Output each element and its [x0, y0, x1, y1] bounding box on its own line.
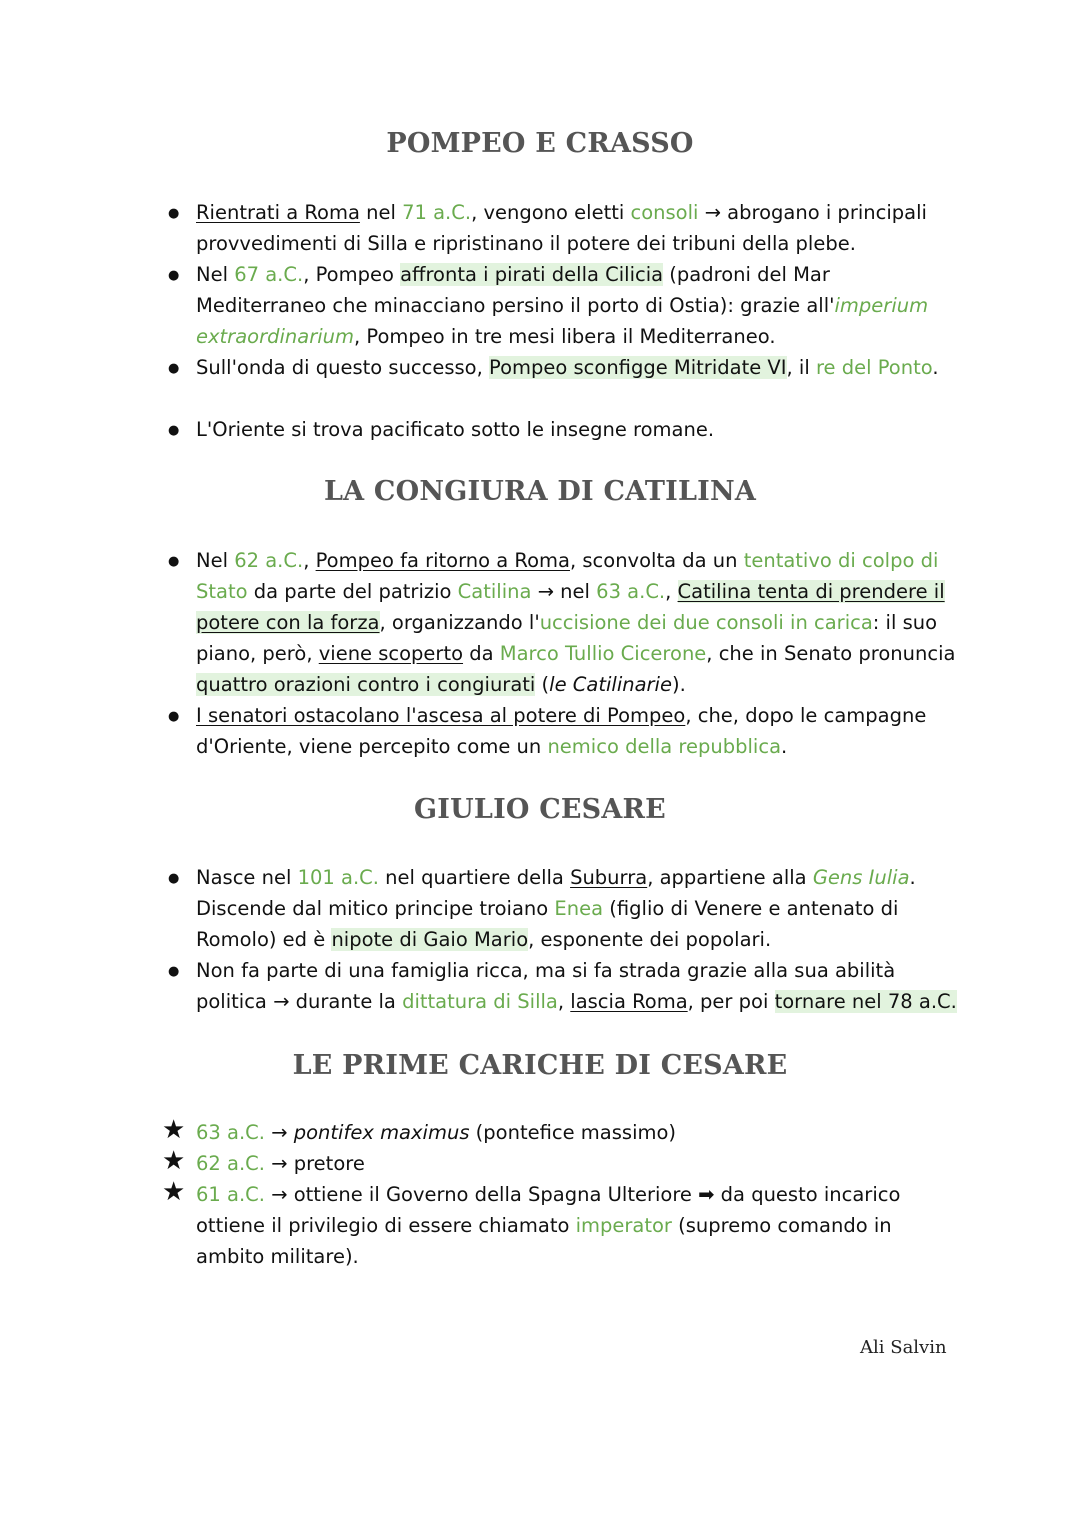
text: , appartiene alla	[647, 866, 813, 889]
text: , Pompeo in tre mesi libera il Mediterraneo.	[354, 325, 776, 348]
text: (	[535, 673, 550, 696]
italic-text: pontifex maximus	[293, 1121, 470, 1144]
heading-congiura-catilina: LA CONGIURA DI CATILINA	[323, 476, 756, 507]
author-signature: Ali Salvin	[860, 1337, 947, 1358]
green-term: Catilina	[457, 580, 532, 603]
text: , che, dopo le campagne d'Oriente, viene percepito come un	[196, 704, 927, 758]
green-term: Enea	[554, 897, 604, 920]
green-date: 63 a.C.	[596, 580, 666, 603]
highlighted-text: tornare nel 78 a.C.	[774, 990, 957, 1013]
underlined-text: viene scoperto	[318, 642, 464, 665]
text: → nel	[531, 580, 597, 603]
text: nel quartiere della	[378, 866, 571, 889]
text: , organizzando l'	[379, 611, 540, 634]
text: , vengono eletti	[471, 201, 631, 224]
green-date: 63 a.C.	[196, 1121, 265, 1144]
list-item	[160, 1148, 960, 1179]
green-term: dittatura di Silla	[402, 990, 558, 1013]
bullet-list-cesare	[160, 862, 960, 1017]
underlined-text: I senatori ostacolano l'ascesa al potere di Pompeo	[196, 704, 686, 727]
highlighted-text: Pompeo sconfigge Mitridate VI	[489, 356, 787, 379]
text: , esponente dei popolari.	[528, 928, 772, 951]
text: da questo incarico ottiene il privilegio di essere chiamato	[196, 1183, 901, 1237]
italic-text: le Catilinarie	[549, 673, 672, 696]
list-item	[160, 352, 960, 383]
green-date: 62 a.C.	[196, 1152, 265, 1175]
bullet-list-pompeo-crasso	[160, 197, 960, 445]
green-date: 67 a.C.	[234, 263, 304, 286]
green-date: 71 a.C.	[402, 201, 472, 224]
green-term: tentativo di colpo di Stato	[196, 549, 939, 603]
arrow-right-icon: ➡	[698, 1183, 715, 1206]
highlighted-underlined-text: Catilina tenta di prendere il potere con la forza	[196, 580, 945, 634]
list-item	[160, 414, 960, 445]
text: →	[264, 1121, 294, 1144]
text: , Pompeo	[303, 263, 401, 286]
text: L'Oriente si trova pacificato sotto le insegne romane.	[196, 418, 715, 441]
text: da parte del patrizio	[247, 580, 458, 603]
list-item	[160, 955, 960, 1017]
text: da	[463, 642, 500, 665]
highlighted-text: nipote di Gaio Mario	[331, 928, 529, 951]
list-item	[160, 1179, 960, 1272]
heading-prime-cariche: LE PRIME CARICHE DI CESARE	[292, 1050, 788, 1081]
text: Nasce nel	[196, 866, 298, 889]
text: ,	[557, 990, 571, 1013]
green-term: re del Ponto	[815, 356, 933, 379]
text: (padroni del Mar Mediterraneo che minacciano persino il porto di Ostia): grazie all'	[196, 263, 835, 317]
highlighted-text: affronta i pirati della Cilicia	[400, 263, 664, 286]
text: Sull'onda di questo successo,	[196, 356, 490, 379]
text: (pontefice massimo)	[469, 1121, 677, 1144]
text: → abrogano i principali provvedimenti di Silla e ripristinano il potere dei tribuni della plebe.	[196, 201, 927, 255]
underlined-text: Rientrati a Roma	[196, 201, 360, 224]
underlined-text: Suburra	[570, 866, 648, 889]
text: Nel	[196, 263, 235, 286]
text: (figlio di Venere e antenato di Romolo) ed è	[196, 897, 899, 951]
text: , il	[786, 356, 816, 379]
text: nel	[359, 201, 403, 224]
list-item	[160, 700, 960, 762]
text: ,	[303, 549, 316, 572]
list-item	[160, 545, 960, 700]
green-term: nemico della repubblica	[547, 735, 782, 758]
star-list-cariche	[160, 1117, 960, 1272]
text: → ottiene il Governo della Spagna Ulteriore	[264, 1183, 699, 1206]
text: Non fa parte di una famiglia ricca, ma si fa strada grazie alla sua abilità politica → durante la	[196, 959, 896, 1013]
text: Nel	[196, 549, 235, 572]
green-date: 61 a.C.	[196, 1183, 265, 1206]
underlined-text: Pompeo fa ritorno a Roma	[315, 549, 570, 572]
green-italic-term: imperium extraordinarium	[196, 294, 929, 348]
text: , per poi	[687, 990, 775, 1013]
underlined-text: lascia Roma	[570, 990, 688, 1013]
text: ,	[665, 580, 678, 603]
green-term: Marco Tullio Cicerone	[499, 642, 707, 665]
highlighted-text: quattro orazioni contro i congiurati	[196, 673, 536, 696]
green-date: 101 a.C.	[297, 866, 379, 889]
green-term: consoli	[630, 201, 699, 224]
text: .	[932, 356, 939, 379]
text: : il suo piano, però,	[196, 611, 938, 665]
bullet-list-catilina	[160, 545, 960, 762]
heading-giulio-cesare: GIULIO CESARE	[414, 794, 666, 825]
text: , sconvolta da un	[569, 549, 744, 572]
green-term: imperator	[575, 1214, 672, 1237]
list-item	[160, 197, 960, 259]
text: → pretore	[264, 1152, 365, 1175]
text: (supremo comando in ambito militare).	[196, 1214, 892, 1268]
text: ).	[671, 673, 686, 696]
list-item	[160, 862, 960, 955]
green-date: 62 a.C.	[234, 549, 304, 572]
green-italic-term: Gens Iulia	[812, 866, 910, 889]
list-item	[160, 259, 960, 352]
text: . Discende dal mitico principe troiano	[196, 866, 916, 920]
text: .	[781, 735, 788, 758]
text: , che in Senato pronuncia	[706, 642, 956, 665]
heading-pompeo-crasso: POMPEO E CRASSO	[386, 128, 694, 159]
list-item	[160, 1117, 960, 1148]
green-term: uccisione dei due consoli in carica	[539, 611, 873, 634]
